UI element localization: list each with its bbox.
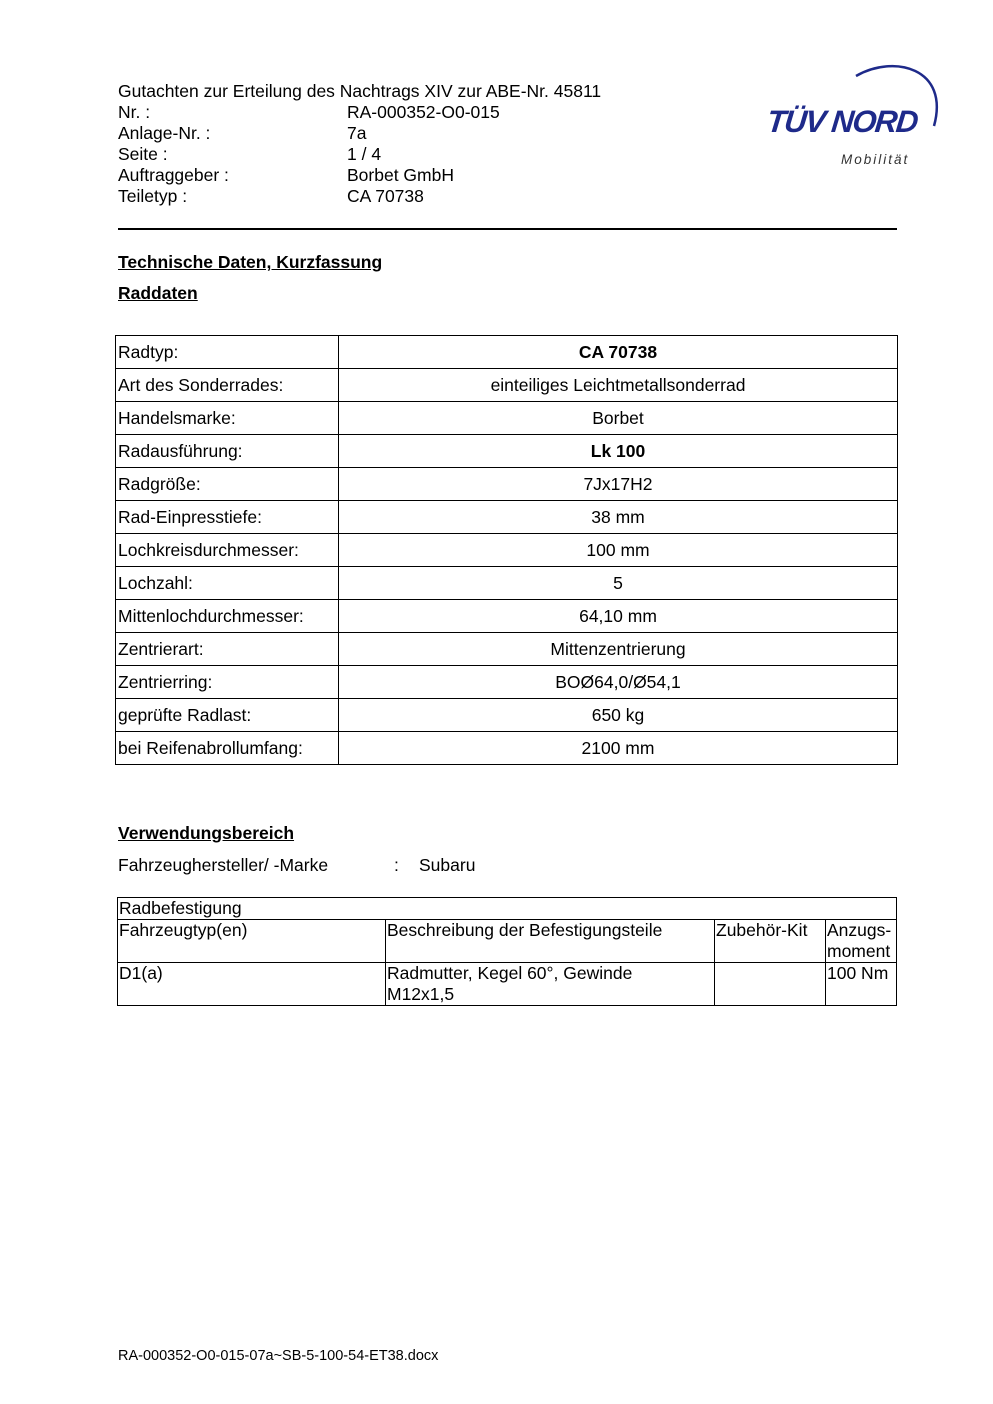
document-header — [118, 81, 601, 207]
footer-filename: RA-000352-O0-015-07a~SB-5-100-54-ET38.docx — [118, 1348, 439, 1364]
table-row — [116, 369, 898, 402]
header-torque-line1: Anzugs- — [827, 920, 892, 940]
header-vehicle-type: Fahrzeugtyp(en) — [118, 920, 386, 963]
row-value: BOØ64,0/Ø54,1 — [339, 666, 898, 699]
table-row — [116, 633, 898, 666]
tuv-nord-logo — [764, 58, 944, 173]
table-row — [116, 468, 898, 501]
section-title-raddaten: Raddaten — [118, 283, 198, 303]
row-label: Zentrierring: — [116, 666, 339, 699]
row-label: bei Reifenabrollumfang: — [116, 732, 339, 765]
table-caption: Radbefestigung — [118, 898, 897, 920]
header-torque-line2: moment — [827, 941, 891, 961]
cell-vehicle-type: D1(a) — [118, 963, 386, 1006]
header-value: RA-000352-O0-015 — [347, 102, 500, 122]
table-row — [116, 600, 898, 633]
header-row-teiletyp — [118, 186, 601, 207]
vehicle-maker-line — [118, 855, 475, 876]
wheel-data-table — [115, 335, 898, 765]
table-row — [116, 699, 898, 732]
cell-torque: 100 Nm — [826, 963, 897, 1006]
header-accessory-kit: Zubehör-Kit — [715, 920, 826, 963]
logo-subtitle: Mobilität — [841, 152, 910, 167]
table-row — [116, 534, 898, 567]
header-row-auftraggeber — [118, 165, 601, 186]
table-row — [116, 501, 898, 534]
mounting-table — [117, 897, 897, 1006]
table-row — [116, 402, 898, 435]
table-header-row — [118, 920, 897, 963]
table-row — [116, 666, 898, 699]
cell-accessory-kit — [715, 963, 826, 1006]
table-row — [116, 732, 898, 765]
header-value: CA 70738 — [347, 186, 424, 206]
maker-label: Fahrzeughersteller/ -Marke — [118, 855, 329, 875]
row-value: 5 — [339, 567, 898, 600]
row-label: Lochzahl: — [116, 567, 339, 600]
header-value: 1 / 4 — [347, 144, 382, 164]
row-label: Radgröße: — [116, 468, 339, 501]
cell-description-line1: Radmutter, Kegel 60°, Gewinde — [387, 963, 633, 983]
document-title: Gutachten zur Erteilung des Nachtrags XIV zur ABE-Nr. 45811 — [118, 81, 602, 101]
section-title-verwendung: Verwendungsbereich — [118, 823, 295, 843]
cell-description — [386, 963, 715, 1006]
header-value: Borbet GmbH — [347, 165, 454, 185]
row-label: Radtyp: — [116, 336, 339, 369]
row-label: Art des Sonderrades: — [116, 369, 339, 402]
table-row — [116, 435, 898, 468]
logo-wordmark: TÜV NORD — [765, 104, 919, 139]
row-value: 650 kg — [339, 699, 898, 732]
header-label: Anlage-Nr. : — [118, 123, 211, 143]
row-label: Radausführung: — [116, 435, 339, 468]
row-label: geprüfte Radlast: — [116, 699, 339, 732]
row-label: Rad-Einpresstiefe: — [116, 501, 339, 534]
header-value: 7a — [347, 123, 367, 143]
row-value: einteiliges Leichtmetallsonderrad — [339, 369, 898, 402]
header-label: Auftraggeber : — [118, 165, 229, 185]
header-row-nr — [118, 102, 601, 123]
header-description: Beschreibung der Befestigungsteile — [386, 920, 715, 963]
header-torque — [826, 920, 897, 963]
row-value: 64,10 mm — [339, 600, 898, 633]
header-divider — [118, 228, 897, 230]
row-label: Lochkreisdurchmesser: — [116, 534, 339, 567]
maker-colon: : — [394, 855, 399, 875]
row-value: Mittenzentrierung — [339, 633, 898, 666]
row-value: CA 70738 — [339, 336, 898, 369]
table-caption-row — [118, 898, 897, 920]
row-value: Lk 100 — [339, 435, 898, 468]
header-label: Nr. : — [118, 102, 151, 122]
row-label: Mittenlochdurchmesser: — [116, 600, 339, 633]
row-value: Borbet — [339, 402, 898, 435]
cell-description-line2: M12x1,5 — [387, 984, 455, 1004]
row-value: 7Jx17H2 — [339, 468, 898, 501]
header-label: Teiletyp : — [118, 186, 188, 206]
header-label: Seite : — [118, 144, 168, 164]
header-row-anlage — [118, 123, 601, 144]
row-value: 38 mm — [339, 501, 898, 534]
row-value: 100 mm — [339, 534, 898, 567]
table-row — [116, 567, 898, 600]
row-label: Handelsmarke: — [116, 402, 339, 435]
header-row-seite — [118, 144, 601, 165]
table-row — [118, 963, 897, 1006]
maker-value: Subaru — [419, 855, 476, 875]
section-title-tech: Technische Daten, Kurzfassung — [118, 252, 383, 272]
row-label: Zentrierart: — [116, 633, 339, 666]
row-value: 2100 mm — [339, 732, 898, 765]
table-row — [116, 336, 898, 369]
